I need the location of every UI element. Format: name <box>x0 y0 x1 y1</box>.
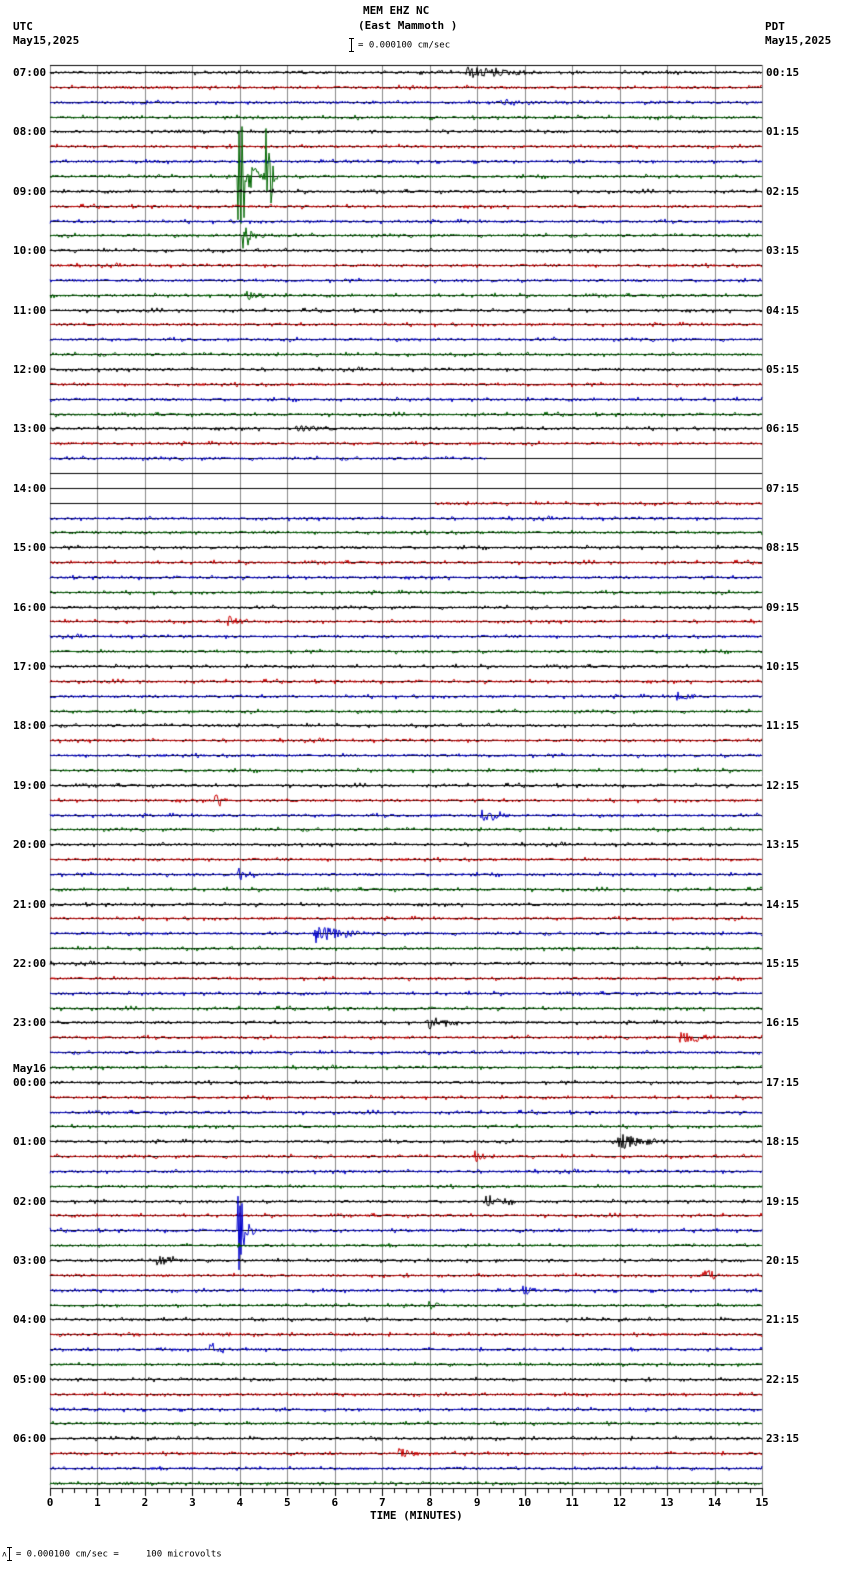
utc-hour-label: 10:00 <box>13 244 47 258</box>
x-tick-label: 1 <box>94 1496 101 1509</box>
pdt-time-label: 08:15 <box>766 541 800 555</box>
pdt-time-label: 11:15 <box>766 719 800 733</box>
utc-hour-label: 15:00 <box>13 541 47 555</box>
pdt-time-label: 14:15 <box>766 897 800 911</box>
x-tick-label: 4 <box>236 1496 244 1509</box>
footer-scale-bar-icon <box>7 1547 12 1561</box>
utc-hour-label: 19:00 <box>13 778 47 792</box>
utc-hour-label: 09:00 <box>13 184 47 198</box>
utc-hour-label: 08:00 <box>13 125 47 139</box>
x-tick-label: 2 <box>141 1496 149 1509</box>
utc-hour-label: 07:00 <box>13 66 47 79</box>
footer-scale <box>2 1547 222 1561</box>
x-tick-label: 14 <box>707 1496 722 1509</box>
date-change-label: May16 <box>13 1061 47 1075</box>
utc-hour-label: 11:00 <box>13 303 47 317</box>
pdt-time-label: 02:15 <box>766 184 800 198</box>
utc-hour-label: 17:00 <box>13 660 47 673</box>
x-tick-label: 3 <box>189 1496 196 1509</box>
x-tick-label: 11 <box>565 1496 579 1509</box>
pdt-time-label: 21:15 <box>766 1313 800 1327</box>
x-tick-label: 8 <box>426 1496 434 1509</box>
pdt-time-label: 00:15 <box>766 66 800 79</box>
x-tick-label: 10 <box>518 1496 532 1509</box>
pdt-time-label: 18:15 <box>766 1135 800 1149</box>
pdt-time-label: 01:15 <box>766 125 800 139</box>
pdt-time-label: 16:15 <box>766 1016 800 1030</box>
utc-hour-label: 12:00 <box>13 363 47 376</box>
utc-hour-label: 13:00 <box>13 422 47 436</box>
x-tick-label: 13 <box>660 1496 674 1509</box>
utc-hour-label: 20:00 <box>13 838 47 852</box>
pdt-time-label: 06:15 <box>766 422 800 436</box>
x-tick-label: 12 <box>612 1496 627 1509</box>
pdt-time-label: 10:15 <box>766 660 800 673</box>
pdt-time-label: 04:15 <box>766 303 800 317</box>
x-tick-label: 6 <box>331 1496 339 1509</box>
pdt-time-label: 19:15 <box>766 1194 800 1208</box>
pdt-time-label: 07:15 <box>766 481 800 495</box>
pdt-time-label: 03:15 <box>766 244 800 258</box>
utc-hour-label: 01:00 <box>13 1135 47 1149</box>
footer-scale-text: = 0.000100 cm/sec = 100 microvolts <box>15 1549 222 1560</box>
utc-hour-label: 22:00 <box>13 957 47 970</box>
pdt-time-label: 09:15 <box>766 600 800 614</box>
pdt-time-label: 13:15 <box>766 838 800 852</box>
pdt-time-label: 22:15 <box>766 1372 800 1386</box>
utc-hour-label: 06:00 <box>13 1432 47 1446</box>
pdt-time-label: 05:15 <box>766 363 800 376</box>
utc-hour-label: 23:00 <box>13 1016 47 1030</box>
utc-hour-label: 18:00 <box>13 719 47 733</box>
x-tick-label: 9 <box>473 1496 481 1509</box>
x-axis-label: TIME (MINUTES) <box>370 1509 463 1522</box>
utc-hour-label: 14:00 <box>13 481 47 495</box>
x-tick-label: 15 <box>755 1496 769 1509</box>
utc-hour-label: 05:00 <box>13 1372 47 1386</box>
x-tick-label: 5 <box>284 1496 291 1509</box>
pdt-time-label: 15:15 <box>766 957 800 970</box>
pdt-time-label: 12:15 <box>766 778 800 792</box>
pdt-time-label: 17:15 <box>766 1075 800 1089</box>
x-tick-label: 7 <box>378 1496 386 1509</box>
utc-hour-label: 00:00 <box>13 1075 47 1089</box>
footer-scale-prefix: ʌ <box>2 1549 7 1559</box>
pdt-time-label: 20:15 <box>766 1254 800 1267</box>
utc-hour-label: 02:00 <box>13 1194 47 1208</box>
x-tick-label: 0 <box>46 1496 54 1509</box>
utc-hour-label: 04:00 <box>13 1313 47 1327</box>
pdt-time-label: 23:15 <box>766 1432 800 1446</box>
utc-hour-label: 21:00 <box>13 897 47 911</box>
utc-hour-label: 03:00 <box>13 1254 47 1267</box>
utc-hour-label: 16:00 <box>13 600 47 614</box>
